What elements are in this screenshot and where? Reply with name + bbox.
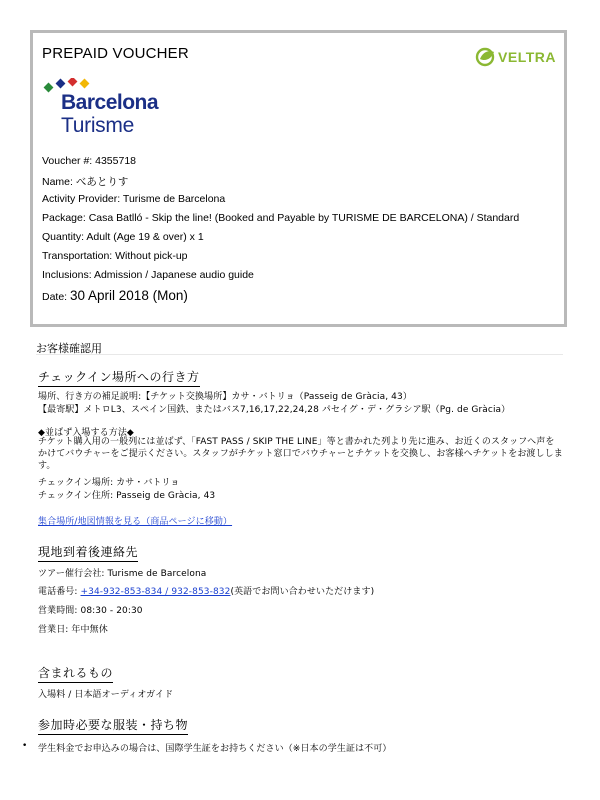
voucher-box <box>30 30 567 327</box>
divider <box>36 354 563 355</box>
customer-confirmation-label: お客様確認用 <box>36 342 102 355</box>
phone-line <box>38 584 374 597</box>
veltra-wordmark: VELTRA <box>498 49 556 65</box>
logo-barcelona-text: Barcelona <box>61 91 159 114</box>
phone-link[interactable]: +34-932-853-834 / 932-853-832 <box>80 587 231 597</box>
included-heading: 含まれるもの <box>38 664 113 683</box>
voucher-number: Voucher #: 4355718 <box>42 155 136 167</box>
veltra-logo <box>475 47 556 67</box>
date-value: 30 April 2018 (Mon) <box>70 288 188 303</box>
skip-line-instructions: チケット購入用の一般列には並ばず、「FAST PASS / SKIP THE LINE」等と書かれた列より先に進み、お近くのスタッフへ声をかけてバウチャーをご提示ください。スタッフがチケット窓口でバウチャーとチケットを交換し、お客様へチケットをお渡しします。 <box>38 437 563 471</box>
phone-label: 電話番号: <box>38 587 81 597</box>
activity-date <box>42 288 188 303</box>
tour-operator: ツアー催行会社: Turisme de Barcelona <box>38 569 207 579</box>
business-days: 営業日: 年中無休 <box>38 625 108 635</box>
veltra-leaf-icon <box>475 47 497 67</box>
included-items: 入場料 / 日本語オーディオガイド <box>38 690 174 700</box>
map-info-link[interactable]: 集合場所/地図情報を見る（商品ページに移動） <box>38 517 233 527</box>
what-to-bring-heading: 参加時必要な服装・持ち物 <box>38 716 188 735</box>
skip-line-title: ◆並ばず入場する方法◆ <box>38 428 134 438</box>
barcelona-turisme-logo <box>40 78 170 143</box>
nearest-station: 【最寄駅】メトロL3、スペイン国鉄、またはバス7,16,17,22,24,28 パセイグ・デ・グラシア駅（Pg. de Gràcia） <box>38 405 511 415</box>
checkin-address: チェックイン住所: Passeig de Gràcia, 43 <box>38 491 216 501</box>
bullet-icon: • <box>22 741 28 751</box>
activity-provider: Activity Provider: Turisme de Barcelona <box>42 193 226 205</box>
package: Package: Casa Batlló - Skip the line! (Booked and Payable by TURISME DE BARCELONA) / Standard <box>42 212 520 224</box>
checkin-place: チェックイン場所: カサ・バトリョ <box>38 478 180 488</box>
quantity: Quantity: Adult (Age 19 & over) x 1 <box>42 231 204 243</box>
customer-name: Name: べあとりす <box>42 176 129 188</box>
student-id-note: 学生料金でお申込みの場合は、国際学生証をお持ちください（※日本の学生証は不可） <box>38 744 392 754</box>
voucher-title: PREPAID VOUCHER <box>42 45 189 62</box>
date-label: Date: <box>42 291 71 303</box>
transportation: Transportation: Without pick-up <box>42 250 188 262</box>
inclusions: Inclusions: Admission / Japanese audio guide <box>42 269 254 281</box>
logo-turisme-text: Turisme <box>61 114 134 137</box>
checkin-location-note: 場所、行き方の補足説明:【チケット交換場所】カサ・バトリョ（Passeig de Gràcia, 43） <box>38 392 412 402</box>
checkin-heading: チェックイン場所への行き方 <box>38 368 200 387</box>
contact-heading: 現地到着後連絡先 <box>38 543 138 562</box>
business-hours: 営業時間: 08:30 - 20:30 <box>38 606 143 616</box>
phone-note: (英語でお問い合わせいただけます) <box>230 587 375 597</box>
